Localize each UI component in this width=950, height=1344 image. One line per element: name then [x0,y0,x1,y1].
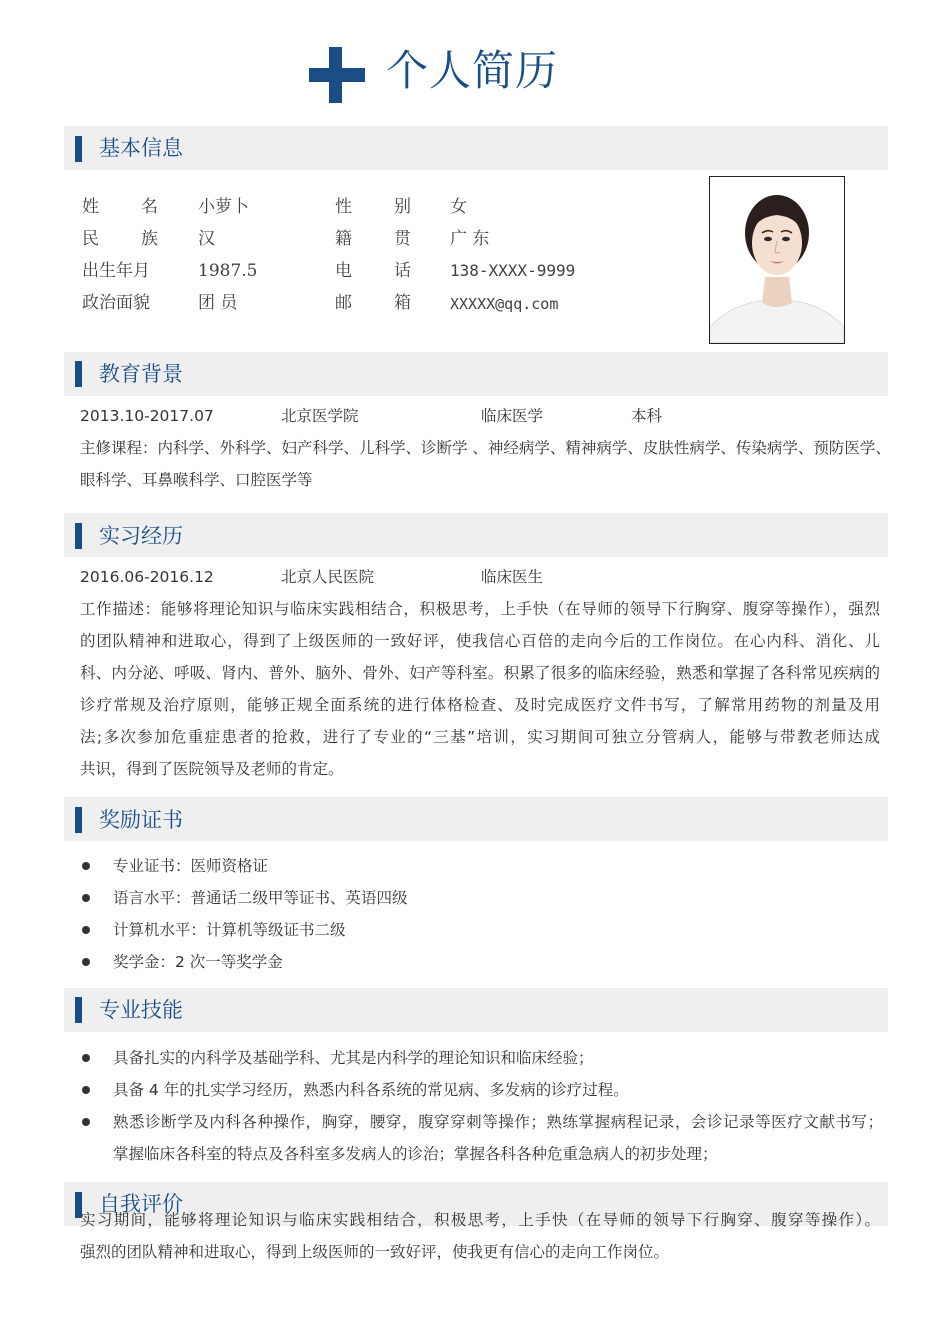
value-name: 小萝卜 [198,197,249,217]
value-ethnicity: 汉 [198,229,215,249]
award-item: 奖学金：2 次一等奖学金 [113,953,283,971]
value-gender: 女 [450,197,467,217]
value-email: XXXXX@qq.com [450,295,559,313]
cross-icon-horizontal [309,68,365,82]
section-header-awards [64,797,888,841]
value-birth: 1987.5 [198,261,258,281]
label-name: 姓 名 [82,197,158,217]
intern-desc-line: 的团队精神和进取心，得到了上级医师的一致好评，使我信心百倍的走向今后的工作岗位。在心内科、消化、儿 [80,632,880,650]
intern-desc-line: 法;多次参加危重症患者的抢救，进行了专业的“三基”培训，实习期间可独立分管病人，能够与带教老师达成 [80,728,880,746]
section-header-education [64,352,888,396]
intern-desc-line: 工作描述：能够将理论知识与临床实践相结合，积极思考，上手快（在导师的领导下行胸穿、腹穿等操作），强烈 [80,600,880,618]
section-marker [75,136,82,162]
skill-item: 具备 4 年的扎实学习经历，熟悉内科各系统的常见病、多发病的诊疗过程。 [113,1081,629,1099]
bullet-dot [82,1086,90,1094]
intern-position: 临床医生 [481,568,544,586]
bullet-dot [82,958,90,966]
award-item: 专业证书：医师资格证 [113,857,269,875]
section-marker [75,807,82,833]
skill-item: 具备扎实的内科学及基础学科、尤其是内科学的理论知识和临床经验； [113,1049,594,1067]
section-marker [75,361,82,387]
label-politics: 政治面貌 [82,293,150,313]
edu-courses [80,432,891,496]
self-eval-line: 实习期间，能够将理论知识与临床实践相结合，积极思考，上手快（在导师的领导下行胸穿、腹穿等操作）。 [80,1211,880,1229]
section-title-education: 教育背景 [99,362,183,386]
section-marker [75,997,82,1023]
edu-period: 2013.10-2017.07 [80,407,214,425]
edu-courses-line: 主修课程：内科学、外科学、妇产科学、儿科学、诊断学 、神经病学、精神病学、皮肤性病学、传染病学、预防医学、 [80,439,891,457]
edu-school: 北京医学院 [281,407,359,425]
page-title: 个人简历 [386,46,559,95]
skill-item: 熟悉诊断学及内科各种操作，胸穿，腰穿，腹穿穿刺等操作；熟练掌握病程记录，会诊记录等医疗文献书写； [113,1113,883,1131]
value-phone: 138-XXXX-9999 [450,261,576,280]
award-item: 语言水平：普通话二级甲等证书、英语四级 [113,889,408,907]
edu-major: 临床医学 [481,407,544,425]
label-birth: 出生年月 [82,261,150,281]
intern-desc-line: 诊疗常规及治疗原则，能够正规全面系统的进行体格检查、及时完成医疗文件书写，了解常用药物的剂量及用 [80,696,880,714]
label-phone: 电 话 [335,261,411,281]
bullet-dot [82,1054,90,1062]
section-header-skills [64,988,888,1032]
value-politics: 团 员 [198,293,238,313]
section-title-skills: 专业技能 [99,998,183,1022]
label-gender: 性 别 [335,197,411,217]
portrait-photo [709,176,845,344]
section-title-awards: 奖励证书 [99,808,183,832]
edu-courses-line: 眼科学、耳鼻喉科学、口腔医学等 [80,471,313,489]
skill-item-continued: 掌握临床各科室的特点及各科室多发病人的诊治；掌握各科各种危重急病人的初步处理； [113,1145,718,1163]
award-item: 计算机水平：计算机等级证书二级 [113,921,346,939]
label-ethnicity: 民 族 [82,229,158,249]
intern-description [80,593,880,785]
section-marker [75,523,82,549]
self-eval-line: 强烈的团队精神和进取心，得到上级医师的一致好评，使我更有信心的走向工作岗位。 [80,1243,670,1261]
intern-period: 2016.06-2016.12 [80,568,214,586]
self-evaluation [80,1204,880,1268]
intern-desc-line: 共识，得到了医院领导及老师的肯定。 [80,760,344,778]
bullet-dot [82,894,90,902]
section-header-internship [64,513,888,557]
bullet-dot [82,926,90,934]
section-title-basic: 基本信息 [99,136,183,160]
label-native: 籍 贯 [335,229,411,249]
label-email: 邮 箱 [335,293,411,313]
bullet-dot [82,1118,90,1126]
section-title-self: 自我评价 [99,1192,183,1216]
edu-degree: 本科 [631,407,663,425]
section-title-internship: 实习经历 [99,524,183,548]
intern-hospital: 北京人民医院 [281,568,375,586]
section-header-basic [64,126,888,170]
bullet-dot [82,862,90,870]
intern-desc-line: 科、内分泌、呼吸、肾内、普外、脑外、骨外、妇产等科室。积累了很多的临床经验，熟悉和掌握了各科常见疾病的 [80,664,880,682]
value-native: 广 东 [450,229,490,249]
